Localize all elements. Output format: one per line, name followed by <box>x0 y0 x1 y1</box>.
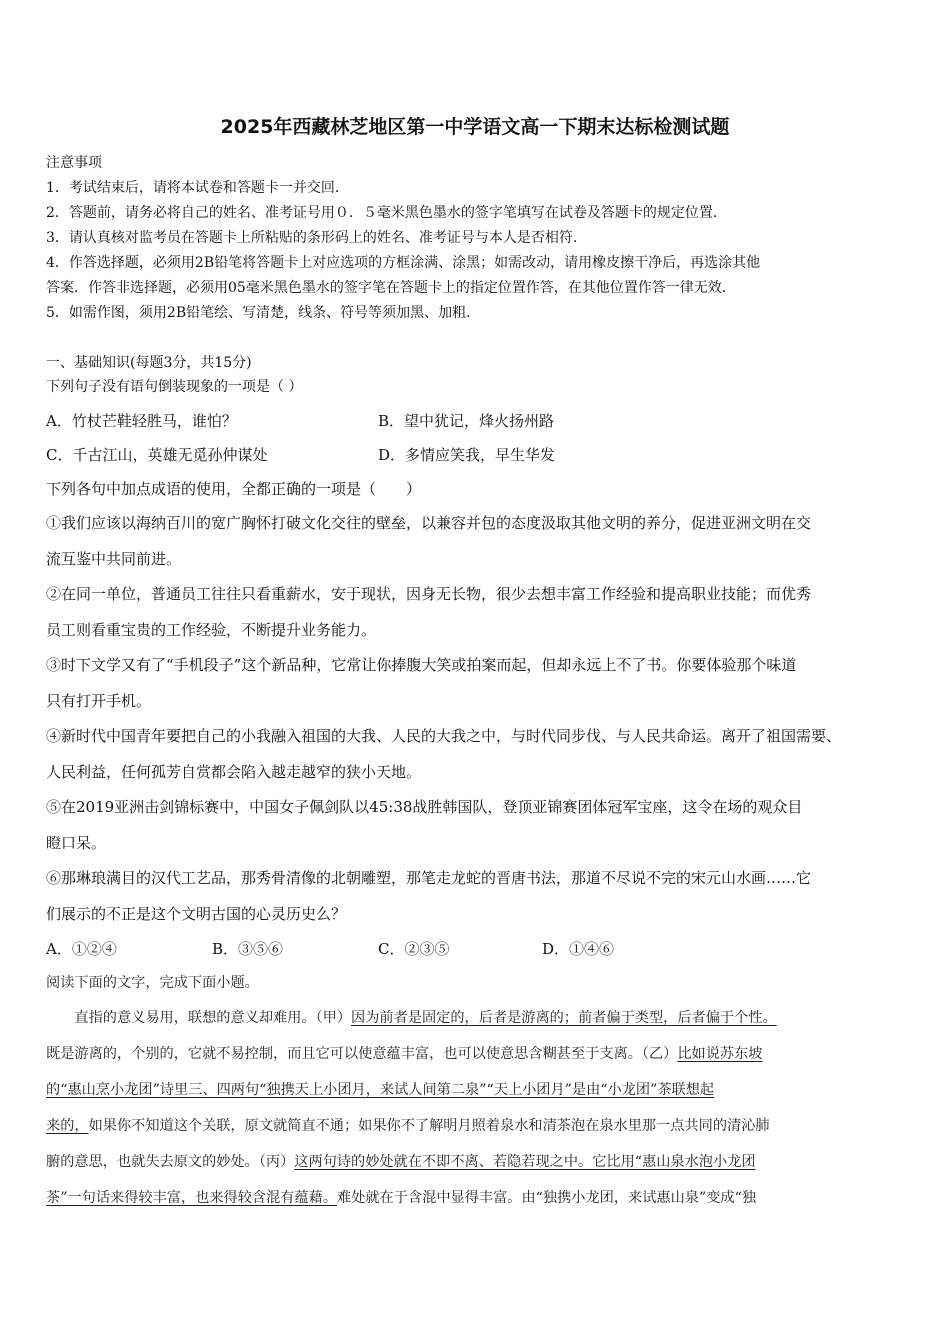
reading-instruction: 阅读下面的文字，完成下面小题。 <box>46 975 259 991</box>
underlined-sentence-bing-cont: 茶”一句话来得较丰富，也来得较含混有蕴藉。 <box>46 1190 338 1206</box>
q2-option-a: A．①②④ <box>46 940 117 958</box>
underlined-sentence-yi-end: 来的， <box>46 1118 89 1134</box>
underlined-sentence-jia: 因为前者是固定的，后者是游离的；前者偏于类型，后者偏于个性。 <box>351 1010 777 1026</box>
q1-option-a: A．竹杖芒鞋轻胜马，谁怕？ <box>46 412 237 430</box>
exam-title: 2025年西藏林芝地区第一中学语文高一下期末达标检测试题 <box>220 116 730 138</box>
q2-line-4: 员工则看重宝贵的工作经验，不断提升业务能力。 <box>46 621 377 639</box>
underlined-sentence-yi-cont: 的“惠山烹小龙团”诗里三、四两句“独携天上小团月，来试人间第二泉”“天上小团月”是由“小龙团”茶联想起 <box>46 1082 715 1098</box>
q1-option-b: B．望中犹记，烽火扬州路 <box>378 412 555 430</box>
q2-line-3: ②在同一单位，普通员工往往只看重薪水，安于现状，因身无长物，很少去想丰富工作经验和提高职业技能；而优秀 <box>46 585 812 603</box>
passage-line-1 <box>46 1007 777 1027</box>
notice-item-3: 3．请认真核对监考员在答题卡上所粘贴的条形码上的姓名、准考证号与本人是否相符． <box>46 230 587 246</box>
passage-line-2 <box>46 1043 762 1063</box>
q2-option-b: B．③⑤⑥ <box>212 940 284 958</box>
passage-line-3 <box>46 1079 714 1099</box>
q2-line-11: ⑥那琳琅满目的汉代工艺品，那秀骨清像的北朝雕塑，那笔走龙蛇的晋唐书法，那道不尽说不完的宋元山水画……它 <box>46 869 812 887</box>
passage-text: 既是游离的，个别的，它就不易控制，而且它可以使意蕴丰富，也可以使意思含糊甚至于支离。（乙） <box>46 1046 678 1062</box>
notice-item-1: 1．考试结束后，请将本试卷和答题卡一并交回． <box>46 180 349 196</box>
q1-stem: 下列句子没有语句倒装现象的一项是（ ） <box>46 379 303 395</box>
notice-heading: 注意事项 <box>46 155 102 171</box>
q2-line-10: 瞪口呆。 <box>46 834 107 852</box>
notice-item-2: 2．答题前，请务必将自己的姓名、准考证号用０．５毫米黑色墨水的签字笔填写在试卷及答题卡的规定位置． <box>46 205 727 221</box>
q2-line-6: 只有打开手机。 <box>46 692 152 710</box>
notice-item-4-cont: 答案．作答非选择题，必须用05毫米黑色墨水的签字笔在答题卡上的指定位置作答，在其他位置作答一律无效． <box>46 280 736 296</box>
underlined-sentence-yi: 比如说苏东坡 <box>677 1046 763 1062</box>
q2-option-c: C．②③⑤ <box>378 940 450 958</box>
passage-line-5 <box>46 1151 756 1171</box>
notice-item-4: 4．作答选择题，必须用2B铅笔将答题卡上对应选项的方框涂满、涂黑；如需改动，请用橡皮擦干净后，再选涂其他 <box>46 255 761 271</box>
passage-text: 难处就在于含混中显得丰富。由“独携小龙团，来试惠山泉”变成“独 <box>337 1190 757 1206</box>
section-heading: 一、基础知识(每题3分，共15分) <box>46 355 252 371</box>
passage-text: 如果你不知道这个关联，原文就简直不通；如果你不了解明月照着泉水和清茶泡在泉水里那一点共同的清沁肺 <box>88 1118 770 1134</box>
q2-line-9: ⑤在2019亚洲击剑锦标赛中，中国女子佩剑队以45:38战胜韩国队，登顶亚锦赛团体冠军宝座，这令在场的观众目 <box>46 798 803 816</box>
q2-line-2: 流互鉴中共同前进。 <box>46 550 182 568</box>
passage-line-4 <box>46 1115 770 1135</box>
underlined-sentence-bing: 这两句诗的妙处就在不即不离、若隐若现之中。它比用“惠山泉水泡小龙团 <box>294 1154 756 1170</box>
notice-item-5: 5．如需作图，须用2B铅笔绘、写清楚，线条、符号等须加黑、加粗． <box>46 305 481 321</box>
q2-stem: 下列各句中加点成语的使用，全都正确的一项是（ ） <box>46 480 422 498</box>
passage-text: 直指的意义易用，联想的意义却难用。（甲） <box>46 1010 352 1026</box>
q1-option-c: C．千古江山，英雄无觅孙仲谋处 <box>46 446 268 464</box>
passage-text: 腑的意思，也就失去原文的妙处。（丙） <box>46 1154 295 1170</box>
q2-line-8: 人民利益，任何孤芳自赏都会陷入越走越窄的狭小天地。 <box>46 763 422 781</box>
q1-option-d: D．多情应笑我，早生华发 <box>378 446 556 464</box>
q2-line-7: ④新时代中国青年要把自己的小我融入祖国的大我、人民的大我之中，与时代同步伐、与人民共命运。离开了祖国需要、 <box>46 727 842 745</box>
q2-line-12: 们展示的不正是这个文明古国的心灵历史么？ <box>46 905 347 923</box>
q2-option-d: D．①④⑥ <box>542 940 615 958</box>
q2-line-1: ①我们应该以海纳百川的宽广胸怀打破文化交往的壁垒，以兼容并包的态度汲取其他文明的养分，促进亚洲文明在交 <box>46 514 812 532</box>
q2-line-5: ③时下文学又有了“手机段子”这个新品种，它常让你捧腹大笑或拍案而起，但却永远上不了书。你要体验那个味道 <box>46 656 797 674</box>
passage-line-6 <box>46 1187 756 1207</box>
